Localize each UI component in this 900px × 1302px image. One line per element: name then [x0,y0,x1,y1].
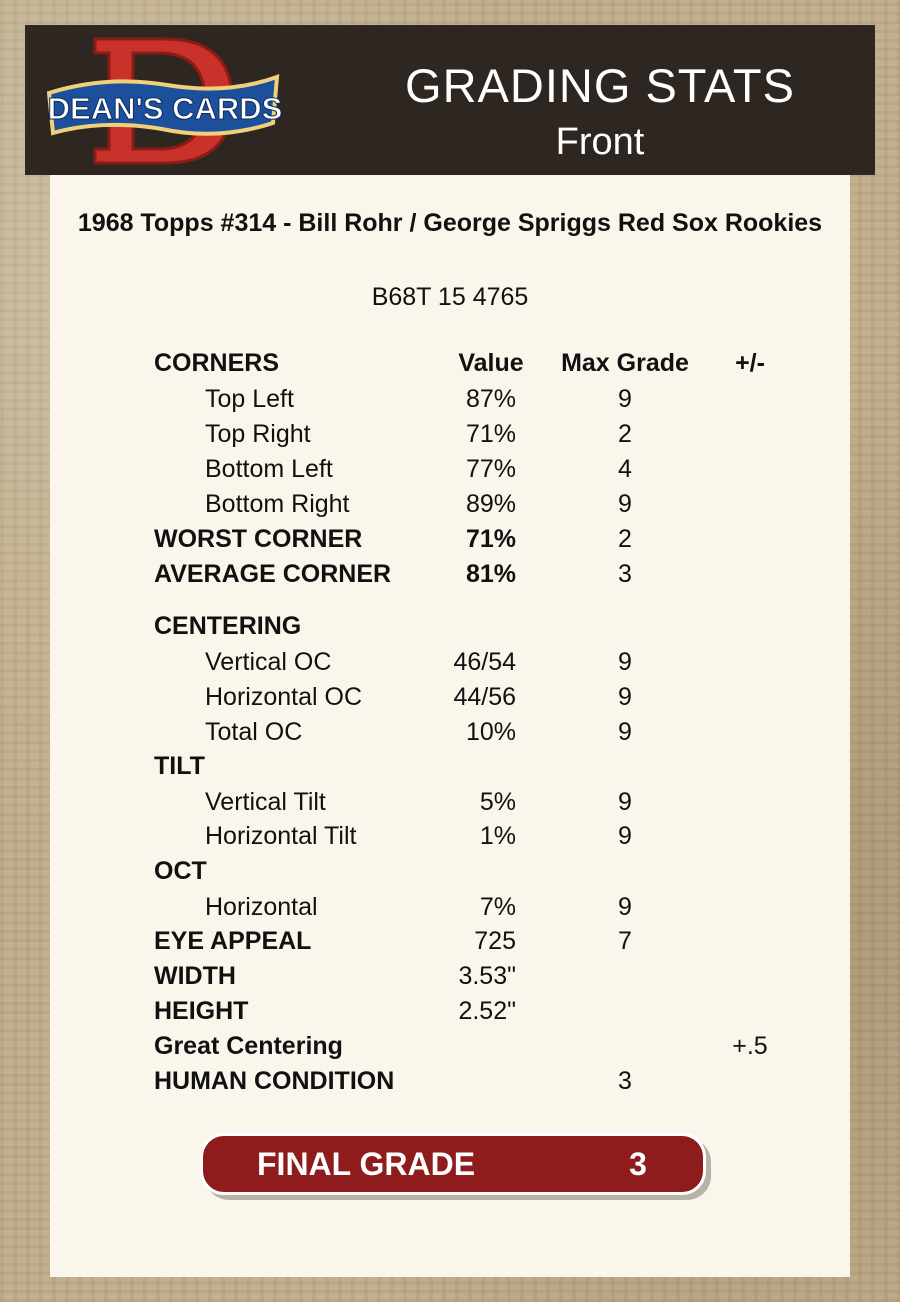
table-row [50,1032,850,1066]
row-max-grade: 9 [618,683,632,711]
table-row [50,648,850,682]
row-label: Horizontal [205,893,318,921]
row-label: WIDTH [154,962,236,990]
row-label: Top Right [205,420,311,448]
row-label: Total OC [205,718,303,746]
row-value: 46/54 [453,648,516,676]
row-label: EYE APPEAL [154,927,312,955]
row-max-grade: 9 [618,893,632,921]
row-label: Horizontal OC [205,683,362,711]
table-row [50,788,850,822]
row-label: Great Centering [154,1032,343,1060]
final-grade-value: 3 [629,1146,647,1182]
row-value: 7% [479,893,516,921]
table-row [50,718,850,752]
row-value: 2.52" [458,997,516,1025]
final-grade-banner [200,1133,706,1195]
row-max-grade: 3 [618,1067,632,1095]
row-max-grade: 9 [618,385,632,413]
card-title: 1968 Topps #314 - Bill Rohr / George Spriggs Red Sox Rookies [77,209,823,237]
row-value: 725 [474,927,516,955]
cert-number: B68T 15 4765 [371,283,529,311]
row-plus-minus: +.5 [732,1032,768,1060]
row-label: TILT [154,752,205,780]
table-row [50,1067,850,1101]
table-row [50,927,850,961]
table-row [50,962,850,996]
table-header [50,349,850,383]
row-max-grade: 9 [618,718,632,746]
table-row [50,420,850,454]
row-label: CENTERING [154,612,302,640]
header-plus-minus: +/- [735,349,765,377]
row-value: 87% [465,385,516,413]
table-row [50,683,850,717]
row-value: 5% [479,788,516,816]
table-row [50,560,850,594]
row-value: 1% [479,822,516,850]
row-max-grade: 9 [618,490,632,518]
table-row [50,612,850,646]
row-label: Vertical OC [205,648,332,676]
header-corners: CORNERS [154,349,280,377]
table-row [50,893,850,927]
row-max-grade: 4 [618,455,632,483]
row-label: Bottom Left [205,455,333,483]
table-row [50,857,850,891]
header-value: Value [458,349,524,377]
row-value: 71% [465,420,516,448]
header-max-grade: Max Grade [561,349,689,377]
deans-cards-logo [47,37,282,165]
page-title: GRADING STATS [405,59,795,112]
row-label: OCT [154,857,207,885]
table-row [50,490,850,524]
row-value: 44/56 [453,683,516,711]
table-row [50,455,850,489]
table-row [50,822,850,856]
row-label: WORST CORNER [154,525,363,553]
row-max-grade: 7 [618,927,632,955]
grading-panel [50,175,850,1277]
row-value: 71% [465,525,516,553]
row-value: 77% [465,455,516,483]
row-label: Bottom Right [205,490,350,518]
row-value: 81% [465,560,516,588]
table-row [50,525,850,559]
table-row [50,752,850,786]
row-label: AVERAGE CORNER [154,560,392,588]
row-label: Vertical Tilt [205,788,326,816]
page-subtitle: Front [555,121,645,163]
svg-text:DEAN'S CARDS: DEAN'S CARDS [47,91,282,126]
row-label: Top Left [205,385,294,413]
row-max-grade: 2 [618,420,632,448]
row-max-grade: 9 [618,822,632,850]
row-label: Horizontal Tilt [205,822,357,850]
final-grade-label: FINAL GRADE [257,1146,476,1182]
row-label: HEIGHT [154,997,249,1025]
row-label: HUMAN CONDITION [154,1067,395,1095]
table-row [50,997,850,1031]
header-bar [25,25,875,175]
row-max-grade: 9 [618,648,632,676]
row-value: 10% [465,718,516,746]
row-max-grade: 2 [618,525,632,553]
row-max-grade: 9 [618,788,632,816]
row-value: 3.53" [458,962,516,990]
table-row [50,385,850,419]
row-value: 89% [465,490,516,518]
row-max-grade: 3 [618,560,632,588]
